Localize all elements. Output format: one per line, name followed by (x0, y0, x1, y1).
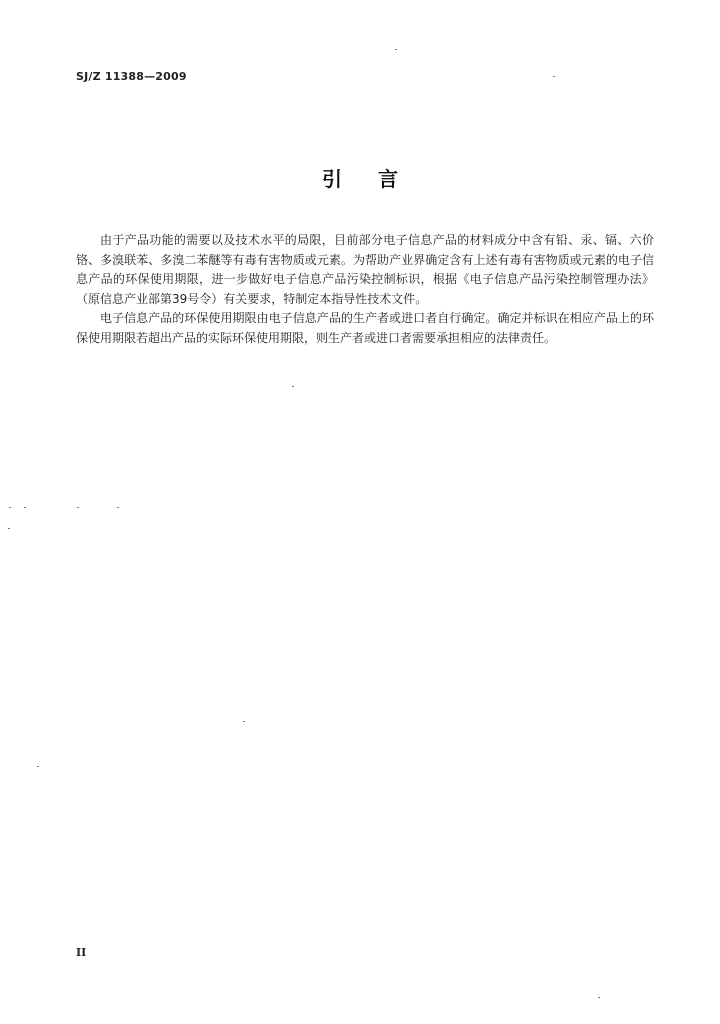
paragraph-1: 由于产品功能的需要以及技术水平的局限，目前部分电子信息产品的材料成分中含有铅、汞、镉、六价铬、多溴联苯、多溴二苯醚等有毒有害物质或元素。为帮助产业界确定含有上述有毒有害物质或元素的电子信息产品的环保使用期限，进一步做好电子信息产品污染控制标识，根据《电子信息产品污染控制管理办法》（原信息产业部第39号令）有关要求，特制定本指导性技术文件。 (76, 233, 654, 306)
body-text (76, 231, 654, 348)
page-number: II (76, 946, 87, 959)
scan-speck (292, 386, 294, 387)
scan-speck (243, 721, 245, 722)
scan-speck (117, 507, 119, 508)
standard-code-header: SJ/Z 11388—2009 (76, 70, 187, 83)
scan-speck (24, 507, 26, 508)
section-title: 引言 (322, 167, 434, 191)
scan-speck (395, 49, 397, 50)
scan-speck (9, 507, 11, 508)
scan-speck (553, 76, 555, 77)
scan-speck (598, 997, 600, 998)
scan-speck (77, 507, 79, 508)
scan-speck (37, 766, 39, 767)
paragraph-2: 电子信息产品的环保使用期限由电子信息产品的生产者或进口者自行确定。确定并标识在相应产品上的环保使用期限若超出产品的实际环保使用期限，则生产者或进口者需要承担相应的法律责任。 (76, 311, 654, 345)
scan-speck (8, 528, 10, 529)
